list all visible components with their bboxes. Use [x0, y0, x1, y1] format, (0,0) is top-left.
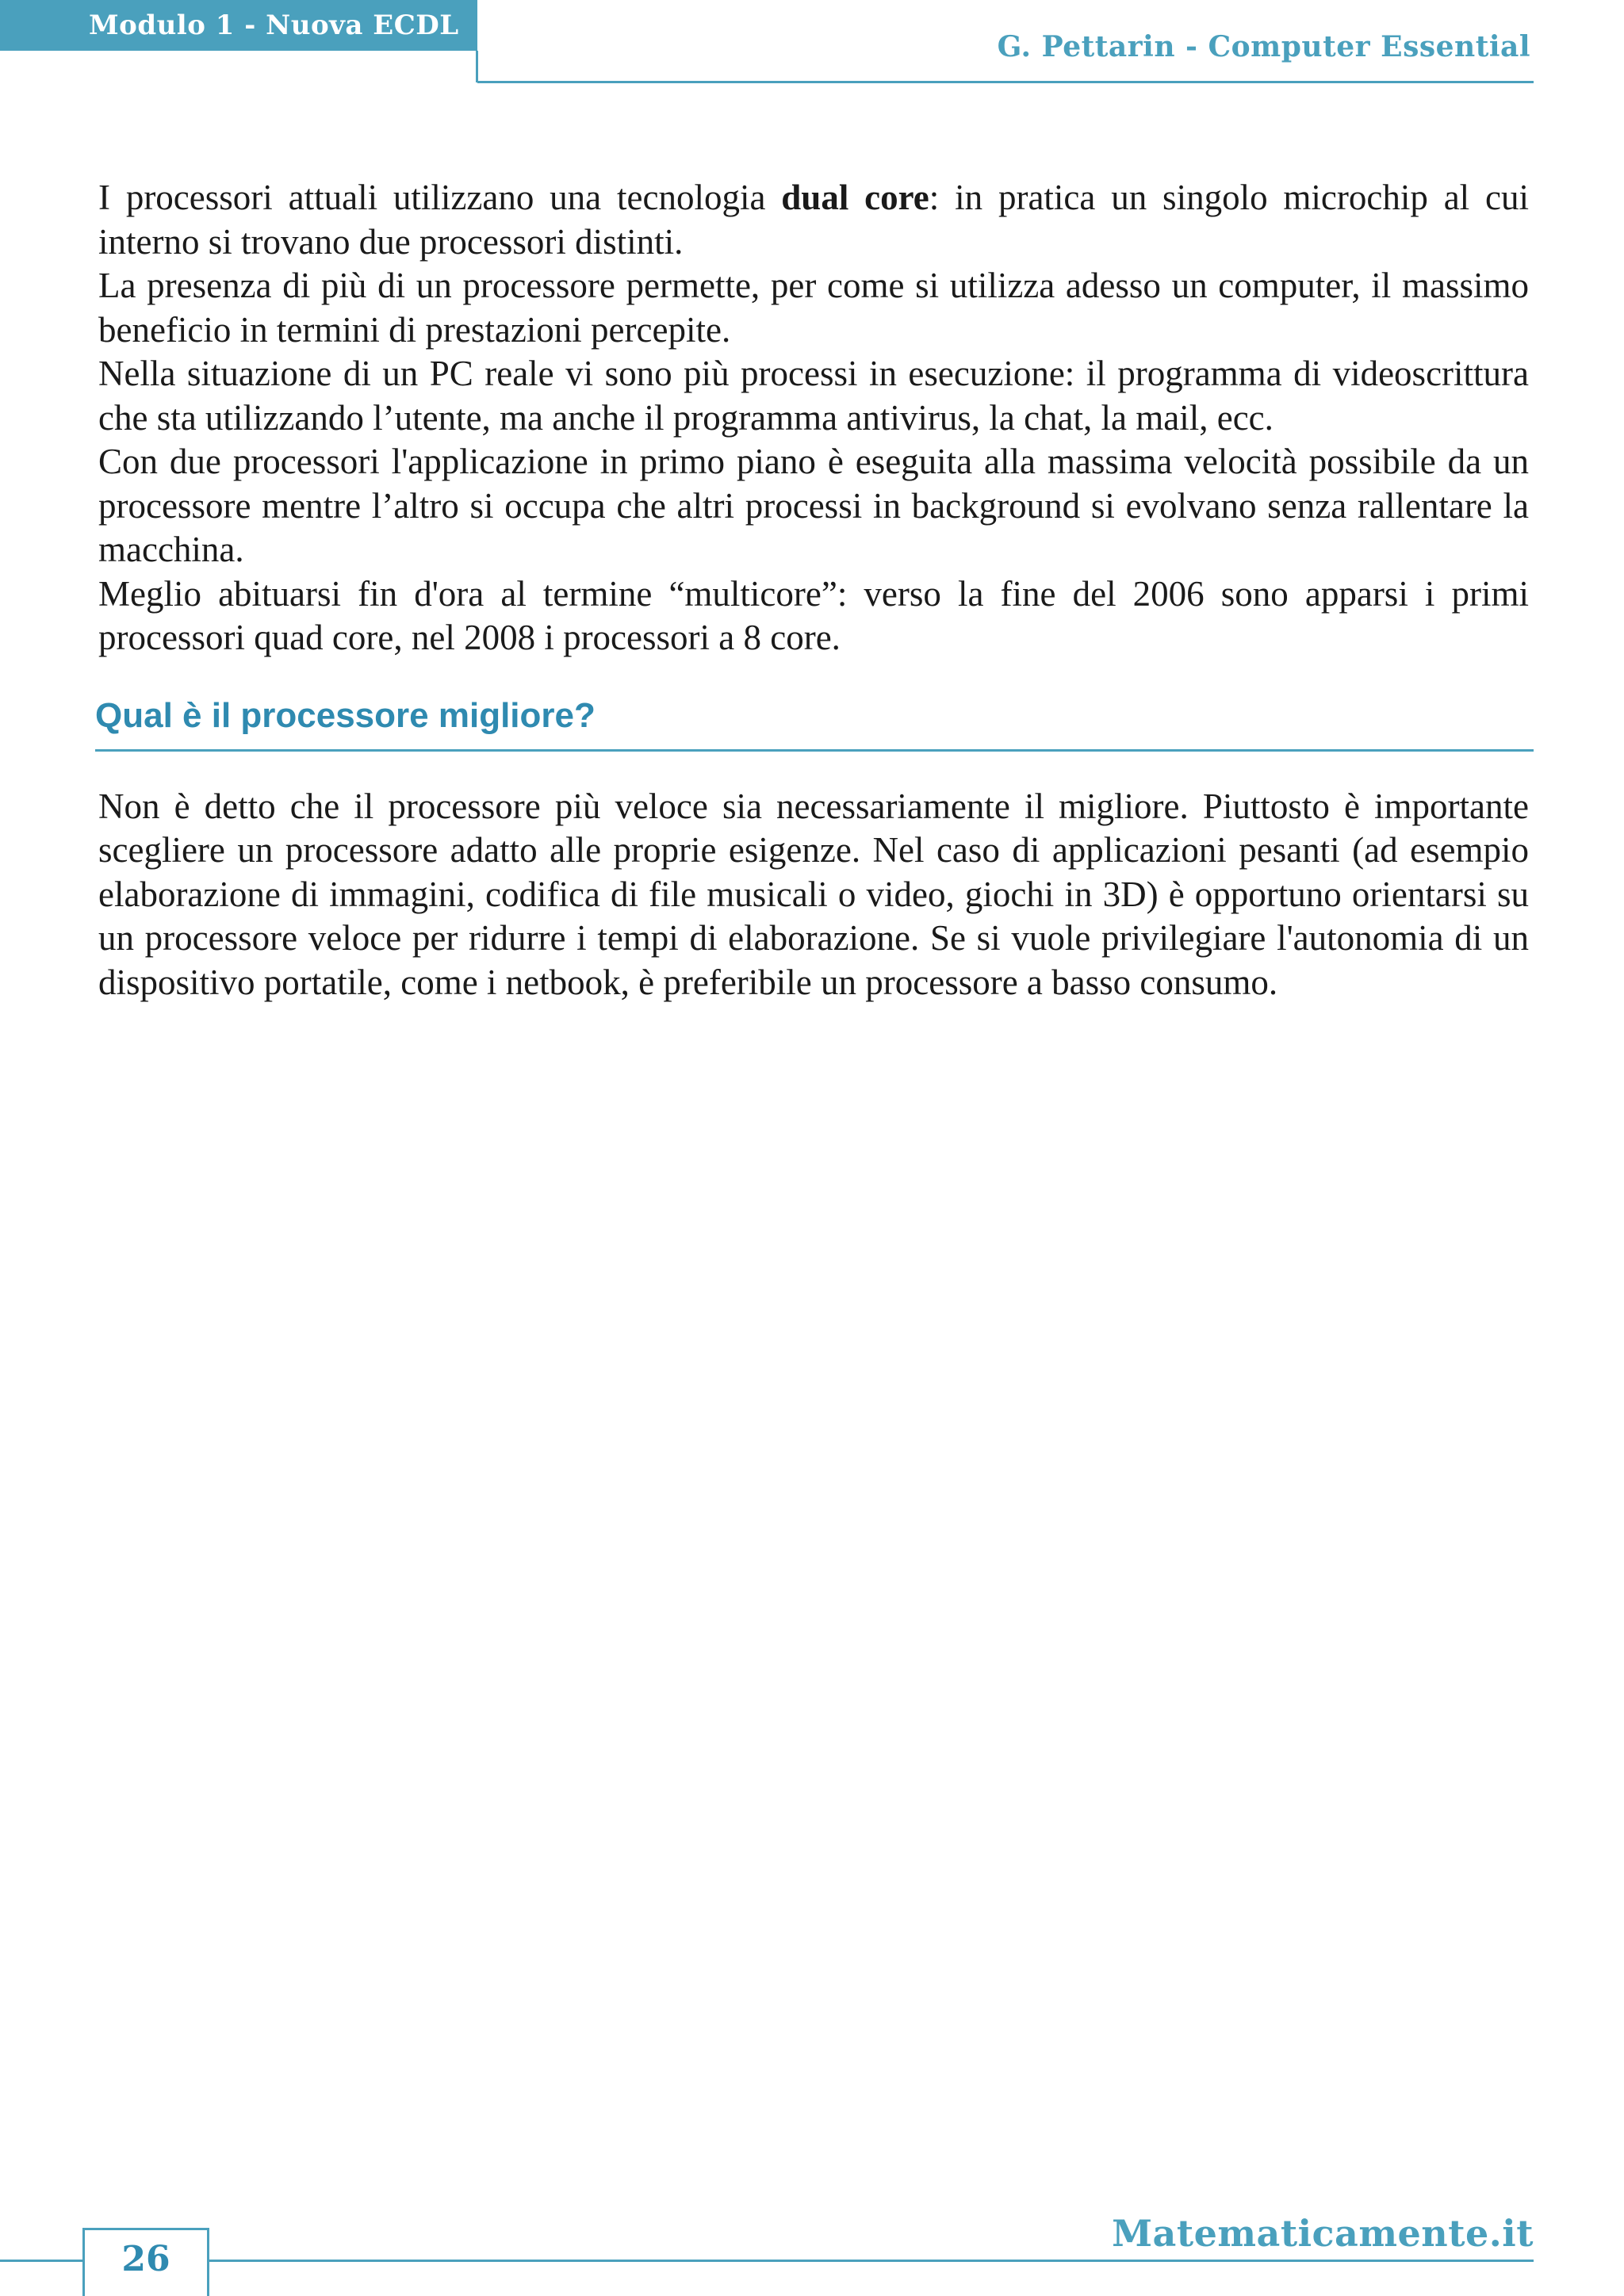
page-number: 26 [121, 2239, 170, 2279]
header-rule [477, 81, 1534, 83]
header-divider-vertical [476, 51, 478, 82]
footer-rule [0, 2260, 1534, 2262]
paragraph-text: : in pratica un singolo microchip al cui interno si trovano due processori distinti. [98, 178, 1529, 262]
paragraph-best-processor: Non è detto che il processore più veloce sia necessariamente il migliore. Piuttosto è importante scegliere un processore adatto alle proprie esigenze. Nel caso di applicazioni pesanti (ad esempio elaborazione di immagini, codifica di file musicali o video, giochi in 3D) è opportuno orientarsi su un processore veloce per ridurre i tempi di elaborazione. Se si vuole privilegiare l'autonomia di un dispositivo portatile, come i netbook, è preferibile un processore a basso consumo. [98, 786, 1529, 1002]
author-title: G. Pettarin - Computer Essential [997, 30, 1530, 63]
paragraph-multiple-processors: La presenza di più di un processore permette, per come si utilizza adesso un computer, il massimo beneficio in termini di prestazioni percepite. [98, 266, 1529, 350]
bold-term: dual core [781, 178, 929, 217]
module-tab: Modulo 1 - Nuova ECDL [0, 0, 477, 51]
paragraph-dual-core [98, 176, 1529, 264]
paragraph-text: I processori attuali utilizzano una tecnologia [98, 178, 782, 217]
paragraph-multicore: Meglio abituarsi fin d'ora al termine “multicore”: verso la fine del 2006 sono apparsi i primi processori quad core, nel 2008 i processori a 8 core. [98, 573, 1529, 657]
paragraph-two-processors: Con due processori l'applicazione in primo piano è eseguita alla massima velocità possibile da un processore mentre l’altro si occupa che altri processi in background si evolvano senza rallentare la macchina. [98, 442, 1529, 569]
site-name: Matematicamente.it [1112, 2212, 1534, 2255]
section-body [98, 785, 1529, 1005]
paragraph-processes: Nella situazione di un PC reale vi sono più processi in esecuzione: il programma di videoscrittura che sta utilizzando l’utente, ma anche il programma antivirus, la chat, la mail, ecc. [98, 354, 1529, 438]
page-content [95, 176, 1529, 1004]
section-heading: Qual è il processore migliore? [95, 692, 1534, 752]
